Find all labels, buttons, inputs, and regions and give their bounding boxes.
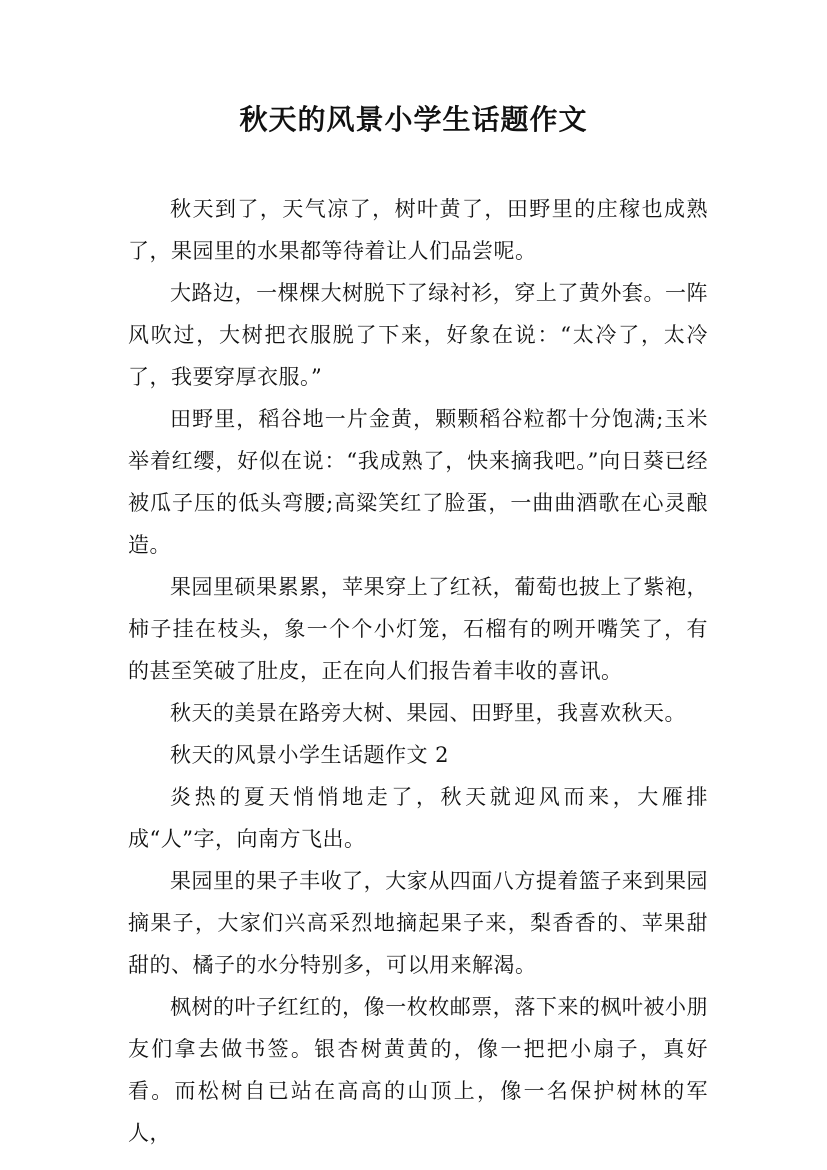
essay-body — [128, 188, 708, 1154]
paragraph-3: 田野里，稻谷地一片金黄，颗颗稻谷粒都十分饱满;玉米举着红缨，好似在说：“我成熟了，快来摘我吧。”向日葵已经被瓜子压的低头弯腰;高粱笑红了脸蛋，一曲曲酒歌在心灵酿造。 — [128, 407, 708, 557]
section-heading-2: 秋天的风景小学生话题作文 2 — [170, 743, 450, 767]
paragraph-5: 秋天的美景在路旁大树、果园、田野里，我喜欢秋天。 — [170, 701, 686, 725]
paragraph-6: 炎热的夏天悄悄地走了，秋天就迎风而来，大雁排成“人”字，向南方飞出。 — [128, 785, 708, 851]
paragraph-1: 秋天到了，天气凉了，树叶黄了，田野里的庄稼也成熟了，果园里的水果都等待着让人们品尝呢。 — [128, 197, 708, 263]
paragraph-7: 果园里的果子丰收了，大家从四面八方提着篮子来到果园摘果子，大家们兴高采烈地摘起果子来，梨香香的、苹果甜甜的、橘子的水分特别多，可以用来解渴。 — [128, 869, 708, 977]
paragraph-8: 枫树的叶子红红的，像一枚枚邮票，落下来的枫叶被小朋友们拿去做书签。银杏树黄黄的，像一把把小扇子，真好看。而松树自已站在高高的山顶上，像一名保护树林的军人， — [128, 995, 708, 1145]
paragraph-4: 果园里硕果累累，苹果穿上了红袄，葡萄也披上了紫袍，柿子挂在枝头，象一个个小灯笼，石榴有的咧开嘴笑了，有的甚至笑破了肚皮，正在向人们报告着丰收的喜讯。 — [128, 575, 708, 683]
paragraph-2: 大路边，一棵棵大树脱下了绿衬衫，穿上了黄外套。一阵风吹过，大树把衣服脱了下来，好象在说：“太冷了，太冷了，我要穿厚衣服。” — [128, 281, 708, 389]
document-title: 秋天的风景小学生话题作文 — [239, 103, 588, 136]
